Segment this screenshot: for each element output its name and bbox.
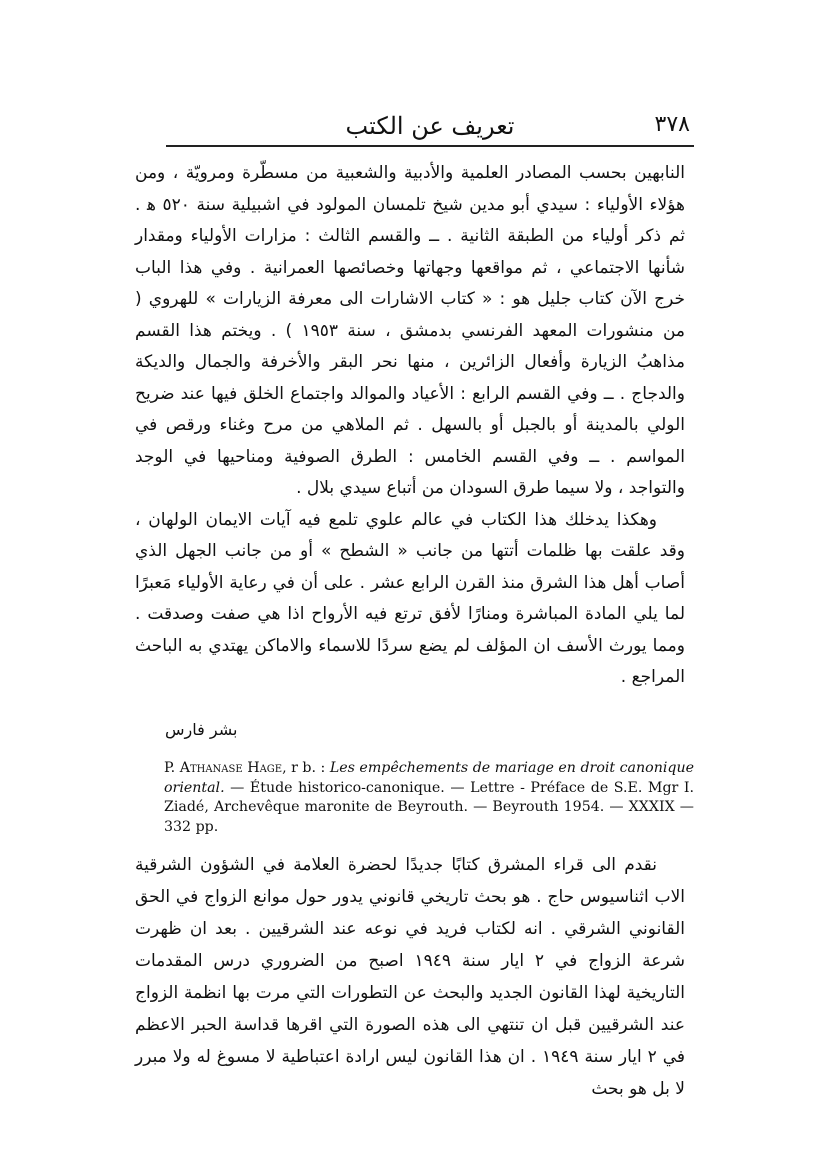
book-citation bbox=[164, 759, 694, 837]
review-paragraph: وهكذا يدخلك هذا الكتاب في عالم علوي تلمع فيه آيات الايمان الولهان ، وقد علقت بها ظلمات أتتها من جانب « الشطح » أو من جانب الجهل الذي أصاب أهل هذا الشرق منذ القرن الرابع عشر . على أن في رعاية الأولياء مَعبرًا لما يلي المادة المباشرة ومنارًا لأفق ترتع فيه الأرواح اذا هي صفت وصدقت . ومما يورث الأسف ان المؤلف لم يضع سردًا للاسماء والاماكن يهتدي به الباحث المراجع . bbox=[135, 509, 685, 687]
running-title: تعريف عن الكتب bbox=[345, 112, 515, 140]
page-header bbox=[170, 112, 690, 146]
review-paragraph: نقدم الى قراء المشرق كتابًا جديدًا لحضرة العلامة في الشؤون الشرقية الاب اثناسيوس حاج . هو بحث تاريخي قانوني يدور حول موانع الزواج في الحق القانوني الشرقي . انه لكتاب فريد في نوعه عند الشرقيين . بعد ان ظهرت شرعة الزواج في ٢ ايار سنة ١٩٤٩ اصبح من الضروري درس المقدمات التاريخية لهذا القانون الجديد والبحث عن التطورات التي مرت بها انظمة الزواج عند الشرقيين قبل ان تنتهي الى هذه الصورة التي اقرها قداسة الحبر الاعظم في ٢ ايار سنة ١٩٤٩ . ان هذا القانون ليس ارادة اعتباطية لا مسوغ له ولا مبرر لا بل هو بحث bbox=[135, 855, 686, 1099]
review-paragraph: النابهين بحسب المصادر العلمية والأدبية والشعبية من مسطّرة ومرويّة ، ومن هؤلاء الأولياء : سيدي أبو مدين شيخ تلمسان المولود في اشبيلية سنة ٥٢٠ ﻫ . ثم ذكر أولياء من الطبقة الثانية . ــ والقسم الثالث : مزارات الأولياء ومقدار شأنها الاجتماعي ، ثم مواقعها وجهاتها وخصائصها العمرانية . وفي هذا الباب خرج الآن كتاب جليل هو : « كتاب الاشارات الى معرفة الزيارات » للهروي ( من منشورات المعهد الفرنسي بدمشق ، سنة ١٩٥٣ ) . ويختم هذا القسم مذاهبُ الزيارة وأفعال الزائرين ، منها نحر البقر والأخرفة والجمال والديكة والدجاج . ــ وفي القسم الرابع : الأعياد والموالد واجتماع الخلق فيها عند ضريح الولي بالمدينة أو بالجبل أو بالسهل . ثم الملاهي من مرح وغناء ورقص في المواسم . ــ وفي القسم الخامس : الطرق الصوفية ومناحيها في الوجد والتواجد ، ولا سيما طرق السودان من أتباع سيدي بلال . bbox=[135, 163, 685, 498]
citation-suffix: , r b. : bbox=[282, 760, 330, 776]
review-continuation bbox=[135, 158, 685, 694]
citation-title: Les empêchements de mariage en droit canonique oriental. bbox=[164, 760, 694, 796]
page-number: ٣٧٨ bbox=[654, 112, 690, 137]
header-rule bbox=[166, 145, 694, 147]
reviewer-signature: بشر فارس bbox=[165, 720, 238, 739]
citation-author: P. Athanase Hage bbox=[164, 760, 283, 776]
citation-details: — Étude historico-canonique. — Lettre - Préface de S.E. Mgr I. Ziadé, Archevêque maronite de Beyrouth. — Beyrouth 1954. — XXXIX — 332 pp. bbox=[164, 779, 694, 835]
new-review bbox=[135, 849, 685, 1105]
